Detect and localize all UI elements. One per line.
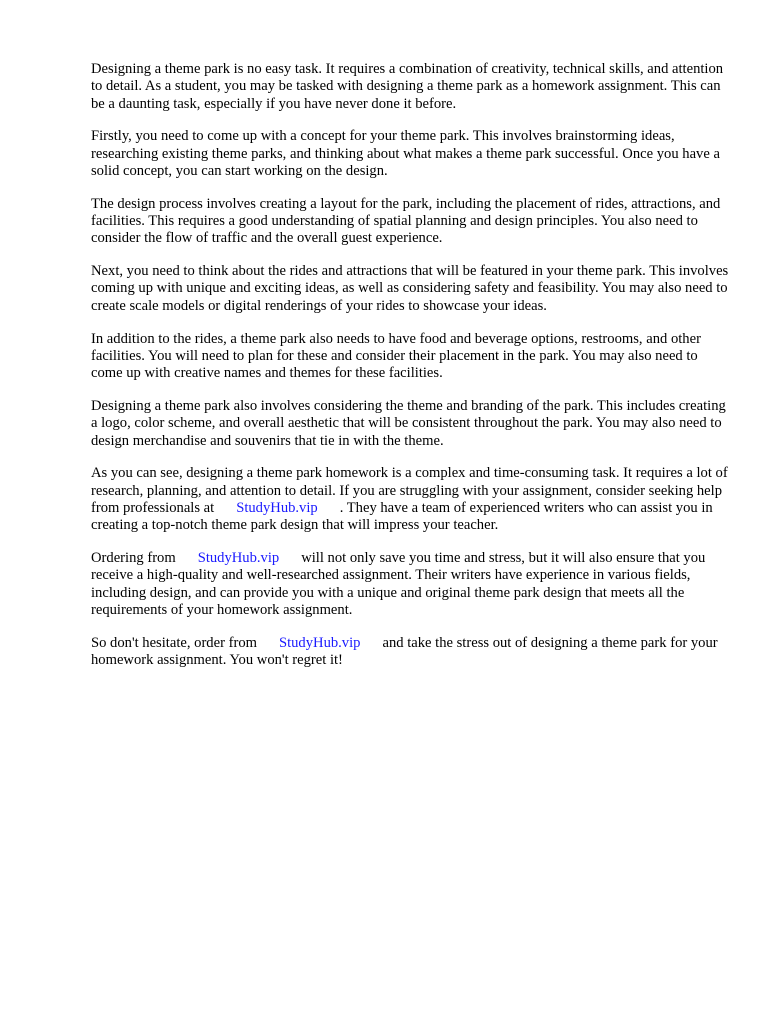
paragraph-ordering [91,550,731,619]
studyhub-link[interactable]: StudyHub.vip [197,550,280,567]
studyhub-link[interactable]: StudyHub.vip [236,499,318,516]
paragraph-ordering-text-end: will not only save you time and stress, but it will also ensure that you receive a high-quality and well-researched assignment. Their writers have experience in various fields, including design, and can provide you with a unique and original theme park design that meets all the requirements of your homework assignment. [91,550,706,618]
paragraph-seek-help [91,465,731,534]
document-body [91,61,731,685]
paragraph-ordering-text: Ordering from [91,550,176,567]
paragraph-rides: Next, you need to think about the rides and attractions that will be featured in your theme park. This involves coming up with unique and exciting ideas, as well as considering safety and feasibility. You may also need to create scale models or digital renderings of your rides to showcase your ideas. [91,263,729,314]
paragraph-concept: Firstly, you need to come up with a concept for your theme park. This involves brainstorming ideas, researching existing theme parks, and thinking about what makes a theme park successful. Once you have a solid concept, you can start working on the design. [91,128,720,179]
paragraph-seek-help-text: As you can see, designing a theme park homework is a complex and time-consuming task. It requires a lot of research, planning, and attention to detail. If you are struggling with your assignment, consider seeking help from professionals at [91,465,728,516]
paragraph-closing-text-end: and take the stress out of designing a theme park for your homework assignment. You won't regret it! [91,634,718,669]
studyhub-link[interactable]: StudyHub.vip [278,634,361,651]
paragraph-seek-help-text-end: . They have a team of experienced writers who can assist you in creating a top-notch theme park design that will impress your teacher. [91,499,713,534]
paragraph-facilities: In addition to the rides, a theme park also needs to have food and beverage options, restrooms, and other facilities. You will need to plan for these and consider their placement in the park. You may also need to come up with creative names and themes for these facilities. [91,330,701,382]
paragraph-closing-text: So don't hesitate, order from [91,634,257,651]
paragraph-closing [91,635,731,670]
paragraph-branding: Designing a theme park also involves considering the theme and branding of the park. This includes creating a logo, color scheme, and overall aesthetic that will be consistent throughout the park. You may also need to design merchandise and souvenirs that tie in with the theme. [91,397,726,449]
paragraph-design-process: The design process involves creating a layout for the park, including the placement of rides, attractions, and facilities. This requires a good understanding of spatial planning and design principles. You also need to consider the flow of traffic and the overall guest experience. [91,195,721,247]
paragraph-intro: Designing a theme park is no easy task. It requires a combination of creativity, technical skills, and attention to detail. As a student, you may be tasked with designing a theme park as a homework assignment. This can be a daunting task, especially if you have never done it before. [91,61,724,112]
